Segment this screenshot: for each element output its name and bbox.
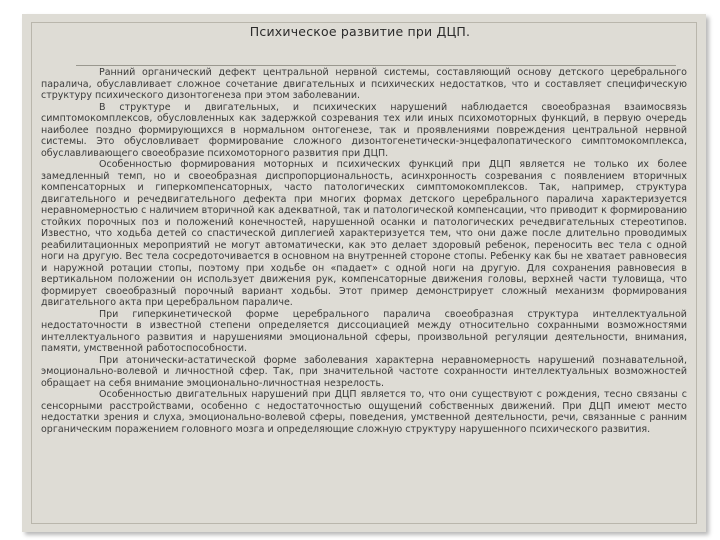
paragraph: Ранний органический дефект центральной нервной системы, составляющий основу детского церебрального паралича, обуславливает сложное сочетание двигательных и психических недостатков, что и составляет специфическую структуру психического дизонтогенеза при этом заболевании. <box>41 67 687 101</box>
paragraph: Особенностью формирования моторных и психических функций при ДЦП является не только их более замедленный темп, но и своеобразная диспропорциональность, асинхронность созревания с появлением вторичных компенсаторных и гиперкомпенсаторных, часто патологических симптомокомплексов. Так, например, структура двигательного и речедвигательного дефекта при многих формах детского церебрального паралича характеризуется неравномерностью с наличием вторичной как адекватной, так и патологической компенсации, что приводит к формированию стойких порочных поз и положений конечностей, нарушенной осанки и патологических речедвигательных стереотипов. Известно, что ходьба детей со спастической диплегией характеризуется тем, что они даже после длительно проводимых реабилитационных мероприятий не могут автоматически, как это делает здоровый ребенок, переносить вес тела с одной ноги на другую. Вес тела сосредоточивается в основном на внутренней стороне стопы. Ребенку как бы не хватает равновесия и наружной ротации стопы, поэтому при ходьбе он «падает» с одной ноги на другую. Для сохранения равновесия в вертикальном положении он использует движения рук, компенсаторные движения головы, верхней части туловища, что формирует своеобразный порочный вариант ходьбы. Этот пример демонстрирует сложный механизм формирования двигательного акта при церебральном параличе. <box>41 159 687 308</box>
body-text <box>41 67 687 435</box>
paragraph: При гиперкинетической форме церебрального паралича своеобразная структура интеллектуальной недостаточности в известной степени определяется диссоциацией между относительно сохранными возможностями интеллектуального развития и нарушениями эмоциональной сферы, произвольной регуляции деятельности, внимания, памяти, умственной работоспособности. <box>41 308 687 354</box>
paragraph: В структуре и двигательных, и психических нарушений наблюдается своеобразная взаимосвязь симптомокомплексов, обусловленных как задержкой созревания тех или иных психомоторных функций, в первую очередь наиболее поздно формирующихся в нормальном онтогенезе, так и проявлениями повреждения центральной нервной системы. Это обусловливает формирование сложного дизонтогенетически-энцефалопатического симптомокомплекса, обуславливающего своеобразие психомоторного развития при ДЦП. <box>41 101 687 159</box>
paragraph: Особенностью двигательных нарушений при ДЦП является то, что они существуют с рождения, тесно связаны с сенсорными расстройствами, особенно с недостаточностью ощущений собственных движений. При ДЦП имеют место недостатки зрения и слуха, эмоционально-волевой сферы, поведения, умственной деятельности, речи, связанные с ранним органическим поражением головного мозга и определяющие сложную структуру нарушенного психического развития. <box>41 389 687 435</box>
title-divider <box>76 65 676 66</box>
paragraph: При атонически-астатической форме заболевания характерна неравномерность нарушений познавательной, эмоционально-волевой и личностной сфер. Так, при значительной частоте сохранности интеллектуальных возможностей обращает на себя внимание эмоционально-личностная незрелость. <box>41 354 687 389</box>
slide-title: Психическое развитие при ДЦП. <box>249 24 471 39</box>
